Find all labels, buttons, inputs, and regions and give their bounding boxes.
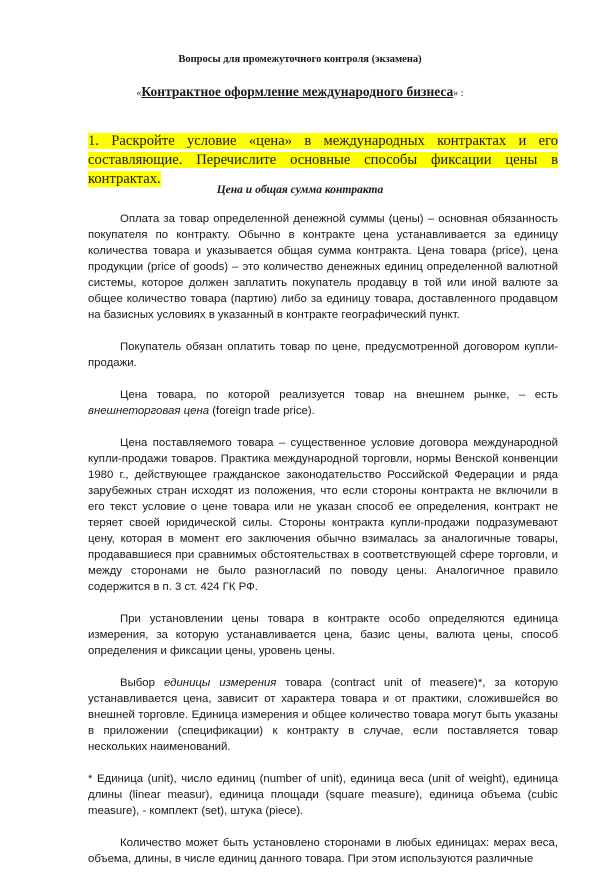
paragraph: Количество может быть установлено сторонами в любых единицах: мерах веса, объема, длины, в числе единиц данного товара. При этом используются различные	[88, 837, 558, 865]
topic-open-quote: «	[136, 88, 142, 99]
exam-question	[88, 132, 558, 189]
italic-term: внешнеторговая цена	[88, 405, 210, 417]
footnote: * Единица (unit), число единиц (number of unit), единица веса (unit of weight), единица длины (linear measur), единица площади (square measure), единица объема (cubic measure), - комплект (set), штука (piece).	[88, 773, 558, 817]
paragraph: Покупатель обязан оплатить товар по цене, предусмотренной договором купли-продажи.	[88, 341, 558, 369]
topic-title	[0, 84, 600, 100]
document-header: Вопросы для промежуточного контроля (экзамена)	[178, 54, 422, 65]
paragraph-text: (foreign trade price).	[209, 405, 315, 417]
topic-title-text: Контрактное оформление международного бизнеса	[141, 84, 454, 99]
document-body	[88, 211, 558, 883]
paragraph	[88, 387, 558, 419]
paragraph-text: товара (contract unit of measere)*, за которую устанавливается цена, зависит от характера товара и от практики, сложившейся во внешней торговле. Единица измерения и общее количество товара могут быть указаны в приложении (спецификации) к контракту в случае, если поставляется товар нескольких наименований.	[88, 677, 558, 753]
paragraph-text: Цена товара, по которой реализуется товар на внешнем рынке, – есть	[120, 389, 558, 401]
italic-term: единицы измерения	[163, 677, 277, 689]
exam-question-text: 1. Раскройте условие «цена» в международных контрактах и его составляющие. Перечислите основные способы фиксации цены в контрактах.	[88, 133, 558, 187]
paragraph: Оплата за товар определенной денежной суммы (цены) – основная обязанность покупателя по контракту. Обычно в контракте цена устанавливается за единицу количества товара и указывается общая сумма контракта. Цена товара (price), цена продукции (price of goods) – это количество денежных единиц определенной валютной системы, которое должен заплатить покупатель продавцу в той или иной валюте за общее количество товара (партию) либо за единицу товара, доставленного продавцом на базисных условиях в указанный в контракте географический пункт.	[88, 213, 558, 321]
paragraph: Цена поставляемого товара – существенное условие договора международной купли-продажи товаров. Практика международной торговли, нормы Венской конвенции 1980 г., действующее гражданское законодательство Российской Федерации и ряда зарубежных стран исходят из положения, что если стороны контракта не включили в его текст условие о цене товара или не указан способ ее определения, контракт не теряет своей юридической силы. Стороны контракта купли-продажи подразумевают цену, которая в момент его заключения обычно взималась за аналогичные товары, продававшиеся при сравнимых обстоятельствах в соответствующей сфере торговли, и между сторонами не было разногласий по поводу цены. Аналогичное правило содержится в п. 3 ст. 424 ГК РФ.	[88, 437, 558, 593]
paragraph-text: Выбор	[120, 677, 164, 689]
topic-close-quote: » :	[453, 88, 464, 99]
section-subheading: Цена и общая сумма контракта	[216, 184, 384, 196]
paragraph	[88, 675, 558, 755]
paragraph: При установлении цены товара в контракте особо определяются единица измерения, за которую устанавливается цена, базис цены, валюта цены, способ определения и фиксации цены, уровень цены.	[88, 613, 558, 657]
